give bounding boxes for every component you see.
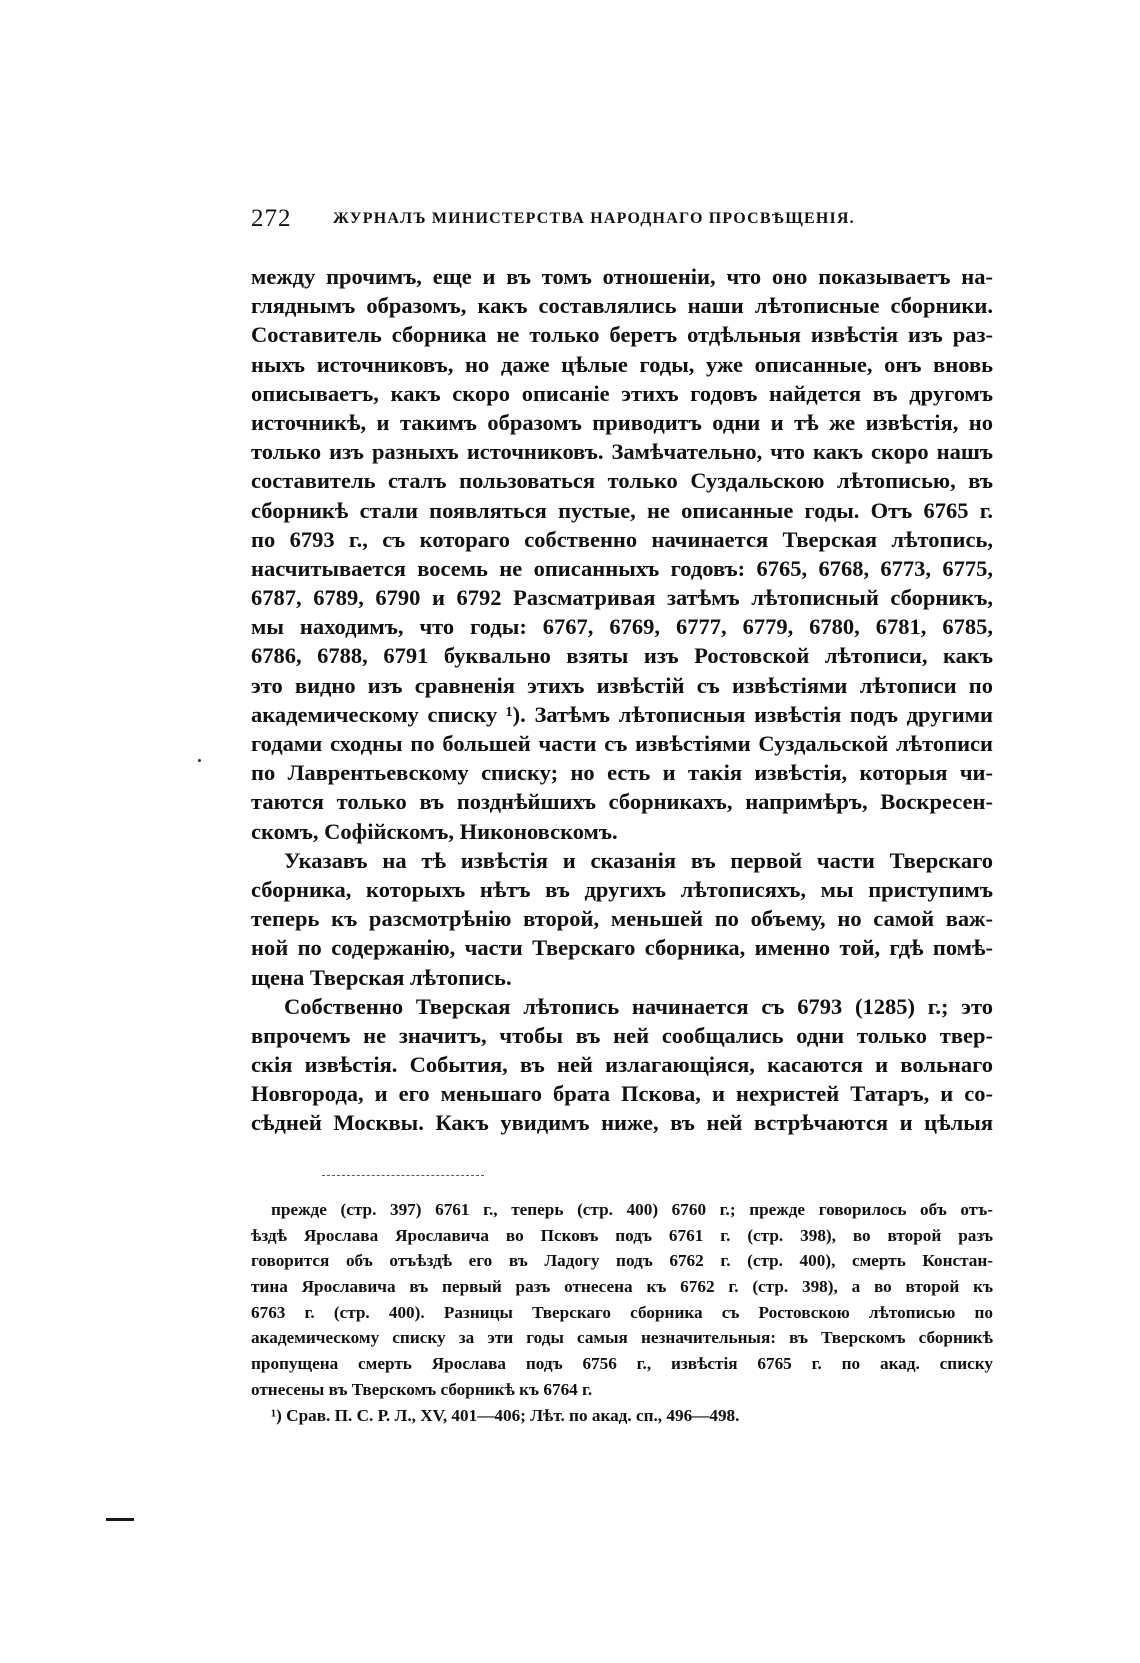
footnote-line: прежде (стр. 397) 6761 г., теперь (стр. 400) 6760 г.; прежде говорилось объ отъ- (271, 1200, 993, 1219)
paragraph-2 (251, 846, 993, 992)
text-line: щена Тверская лѣтопись. (251, 964, 512, 990)
text-line: Указавъ на тѣ извѣстія и сказанія въ первой части Тверскаго (284, 847, 993, 873)
body-text (251, 262, 993, 1138)
text-line: мы находимъ, что годы: 6767, 6769, 6777, 6779, 6780, 6781, 6785, (251, 614, 993, 640)
text-line: источникѣ, и такимъ образомъ приводитъ одни и тѣ же извѣстія, но (251, 409, 993, 435)
text-line: академическому списку ¹). Затѣмъ лѣтописныя извѣстія подъ другими (251, 701, 993, 727)
text-line: насчитывается восемь не описанныхъ годовъ: 6765, 6768, 6773, 6775, (251, 555, 993, 581)
text-line: ной по содержанію, части Тверскаго сборника, именно той, гдѣ помѣ- (251, 935, 993, 961)
text-line: по 6793 г., съ котораго собственно начинается Тверская лѣтопись, (251, 526, 993, 552)
footnote-line: 6763 г. (стр. 400). Разницы Тверскаго сборника съ Ростовскою лѣтописью по (251, 1302, 993, 1322)
text-line: годами сходны по большей части съ извѣстіями Суздальской лѣтописи (251, 731, 993, 756)
text-line: Новгорода, и его меньшаго брата Пскова, и нехристей Татаръ, и со- (251, 1081, 993, 1107)
text-line: ныхъ источниковъ, но даже цѣлые годы, уже описанные, онъ вновь (251, 351, 993, 377)
footnote-line: пропущена смерть Ярослава подъ 6756 г., извѣстія 6765 г. по акад. списку (251, 1354, 993, 1374)
text-line: Составитель сборника не только беретъ отдѣльныя извѣстія изъ раз- (251, 322, 993, 348)
text-line: сборника, которыхъ нѣтъ въ другихъ лѣтописяхъ, мы приступимъ (251, 876, 993, 902)
page-number: 272 (251, 205, 292, 232)
text-line: сѣдней Москвы. Какъ увидимъ ниже, въ ней встрѣчаются и цѣлыя (251, 1110, 993, 1136)
text-line: скія извѣстія. События, въ ней излагающіяся, касаются и вольнаго (251, 1052, 993, 1078)
footnote-line: говорится объ отъѣздѣ его въ Ладогу подъ 6762 г. (стр. 400), смерть Констан- (251, 1251, 993, 1271)
footnote-line: ѣздѣ Ярослава Ярославича во Псковъ подъ 6761 г. (стр. 398), во второй разъ (251, 1225, 993, 1245)
footnote-line: тина Ярославича въ первый разъ отнесена къ 6762 г. (стр. 398), а во второй къ (251, 1277, 993, 1297)
text-line: теперь къ разсмотрѣнію второй, меньшей по объему, но самой важ- (251, 906, 993, 932)
text-line: составитель сталъ пользоваться только Суздальскою лѣтописью, въ (251, 468, 993, 494)
paragraph-3 (251, 992, 993, 1138)
footnote-line: отнесены въ Тверскомъ сборникѣ къ 6764 г. (251, 1379, 593, 1399)
running-title: ЖУРНАЛЪ МИНИСТЕРСТВА НАРОДНАГО ПРОСВѢЩЕНІЯ. (333, 210, 855, 227)
text-line: сборникѣ стали появляться пустые, не описанные годы. Отъ 6765 г. (251, 497, 993, 523)
footnote-separator (322, 1175, 484, 1176)
text-line: таются только въ позднѣйшихъ сборникахъ, напримѣръ, Воскресен- (251, 789, 993, 815)
paragraph-1 (251, 262, 993, 846)
text-line: описываетъ, какъ скоро описаніе этихъ годовъ найдется въ другомъ (251, 380, 993, 406)
text-line: 6787, 6789, 6790 и 6792 Разсматривая затѣмъ лѣтописный сборникъ, (251, 585, 993, 611)
text-line: скомъ, Софійскомъ, Никоновскомъ. (251, 818, 618, 844)
margin-mark (198, 759, 201, 762)
footnote-line: академическому списку за эти годы самыя незначительныя: въ Тверскомъ сборникѣ (251, 1328, 993, 1348)
text-line: между прочимъ, еще и въ томъ отношеніи, что оно показываетъ на- (251, 264, 993, 289)
text-line: по Лаврентьевскому списку; но есть и такія извѣстія, которыя чи- (251, 760, 993, 786)
text-line: Собственно Тверская лѣтопись начинается съ 6793 (1285) г.; это (284, 993, 993, 1019)
footnotes (251, 1197, 993, 1428)
text-line: 6786, 6788, 6791 буквально взяты изъ Ростовской лѣтописи, какъ (251, 643, 993, 669)
footnote-1: ¹) Срав. П. С. Р. Л., XV, 401—406; Лѣт. по акад. сп., 496—498. (271, 1405, 740, 1425)
text-line: только изъ разныхъ источниковъ. Замѣчательно, что какъ скоро нашъ (251, 439, 993, 465)
text-line: впрочемъ не значитъ, чтобы въ ней сообщались одни только твер- (251, 1022, 993, 1048)
page-header (251, 205, 993, 237)
text-line: это видно изъ сравненія этихъ извѣстій съ извѣстіями лѣтописи по (251, 672, 993, 698)
text-line: гляднымъ образомъ, какъ составлялись наши лѣтописные сборники. (251, 293, 993, 319)
scan-edge-mark (106, 1518, 134, 1521)
footnote-continued (251, 1197, 993, 1403)
